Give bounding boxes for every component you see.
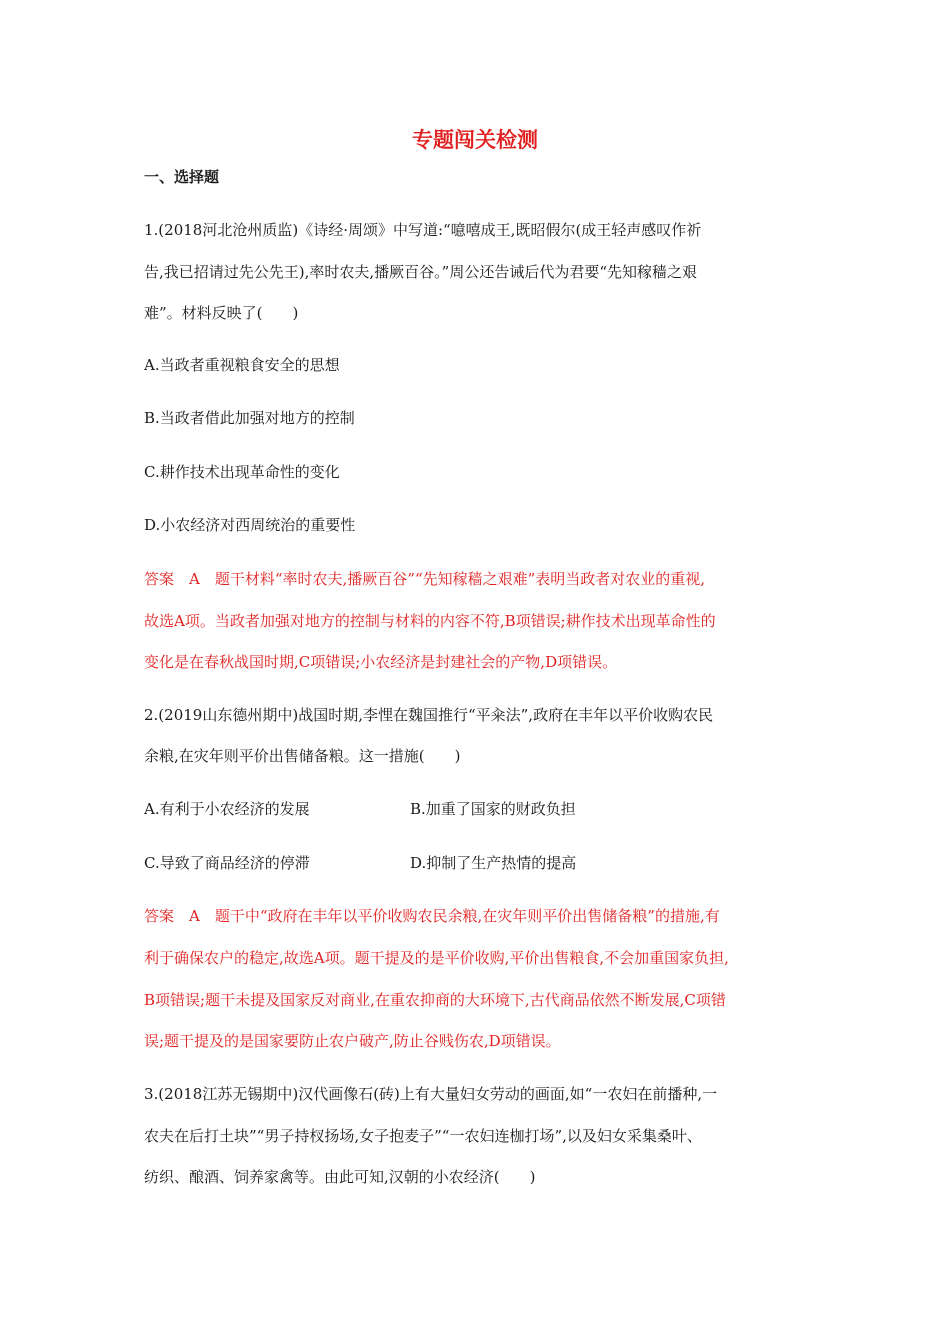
q2-answer-line-4: 误;题干提及的是国家要防止农户破产,防止谷贱伤农,D项错误。 [144, 1032, 561, 1050]
q1-option-a: A.当政者重视粮食安全的思想 [144, 356, 340, 374]
q1-answer-line-2: 故选A项。当政者加强对地方的控制与材料的内容不符,B项错误;耕作技术出现革命性的 [144, 612, 716, 630]
q2-answer-line-1: 答案 A 题干中“政府在丰年以平价收购农民余粮,在灾年则平价出售储备粮”的措施,有 [144, 907, 720, 925]
q1-answer-line-3: 变化是在春秋战国时期,C项错误;小农经济是封建社会的产物,D项错误。 [144, 653, 618, 671]
page-title: 专题闯关检测 [412, 128, 538, 152]
q2-option-b: B.加重了国家的财政负担 [410, 800, 576, 818]
q2-option-a: A.有利于小农经济的发展 [144, 800, 310, 818]
q2-answer-line-2: 利于确保农户的稳定,故选A项。题干提及的是平价收购,平价出售粮食,不会加重国家负担, [144, 949, 729, 967]
q3-line-1: 3.(2018江苏无锡期中)汉代画像石(砖)上有大量妇女劳动的画面,如“一农妇在前播种,一 [144, 1085, 718, 1103]
q1-line-1: 1.(2018河北沧州质监)《诗经·周颂》中写道:“噫嘻成王,既昭假尔(成王轻声感叹作祈 [144, 221, 702, 239]
q3-line-3: 纺织、酿酒、饲养家禽等。由此可知,汉朝的小农经济( ) [144, 1168, 536, 1186]
section-heading: 一、选择题 [144, 168, 220, 186]
q2-answer-line-3: B项错误;题干未提及国家反对商业,在重农抑商的大环境下,古代商品依然不断发展,C项错 [144, 991, 726, 1009]
q1-line-2: 告,我已招请过先公先王),率时农夫,播厥百谷。”周公还告诫后代为君要“先知稼穑之艰 [144, 263, 697, 281]
q3-line-2: 农夫在后打土块”“男子持杈扬场,女子抱麦子”“一农妇连枷打场”,以及妇女采集桑叶、 [144, 1127, 702, 1145]
q2-option-d: D.抑制了生产热情的提高 [410, 854, 577, 872]
q2-line-2: 余粮,在灾年则平价出售储备粮。这一措施( ) [144, 747, 461, 765]
q1-option-c: C.耕作技术出现革命性的变化 [144, 463, 340, 481]
q2-line-1: 2.(2019山东德州期中)战国时期,李悝在魏国推行“平籴法”,政府在丰年以平价收购农民 [144, 706, 714, 724]
q1-option-b: B.当政者借此加强对地方的控制 [144, 409, 355, 427]
q2-option-c: C.导致了商品经济的停滞 [144, 854, 310, 872]
q1-answer-line-1: 答案 A 题干材料“率时农夫,播厥百谷”“先知稼穑之艰难”表明当政者对农业的重视, [144, 570, 706, 588]
q1-line-3: 难”。材料反映了( ) [144, 304, 299, 322]
q1-option-d: D.小农经济对西周统治的重要性 [144, 516, 356, 534]
